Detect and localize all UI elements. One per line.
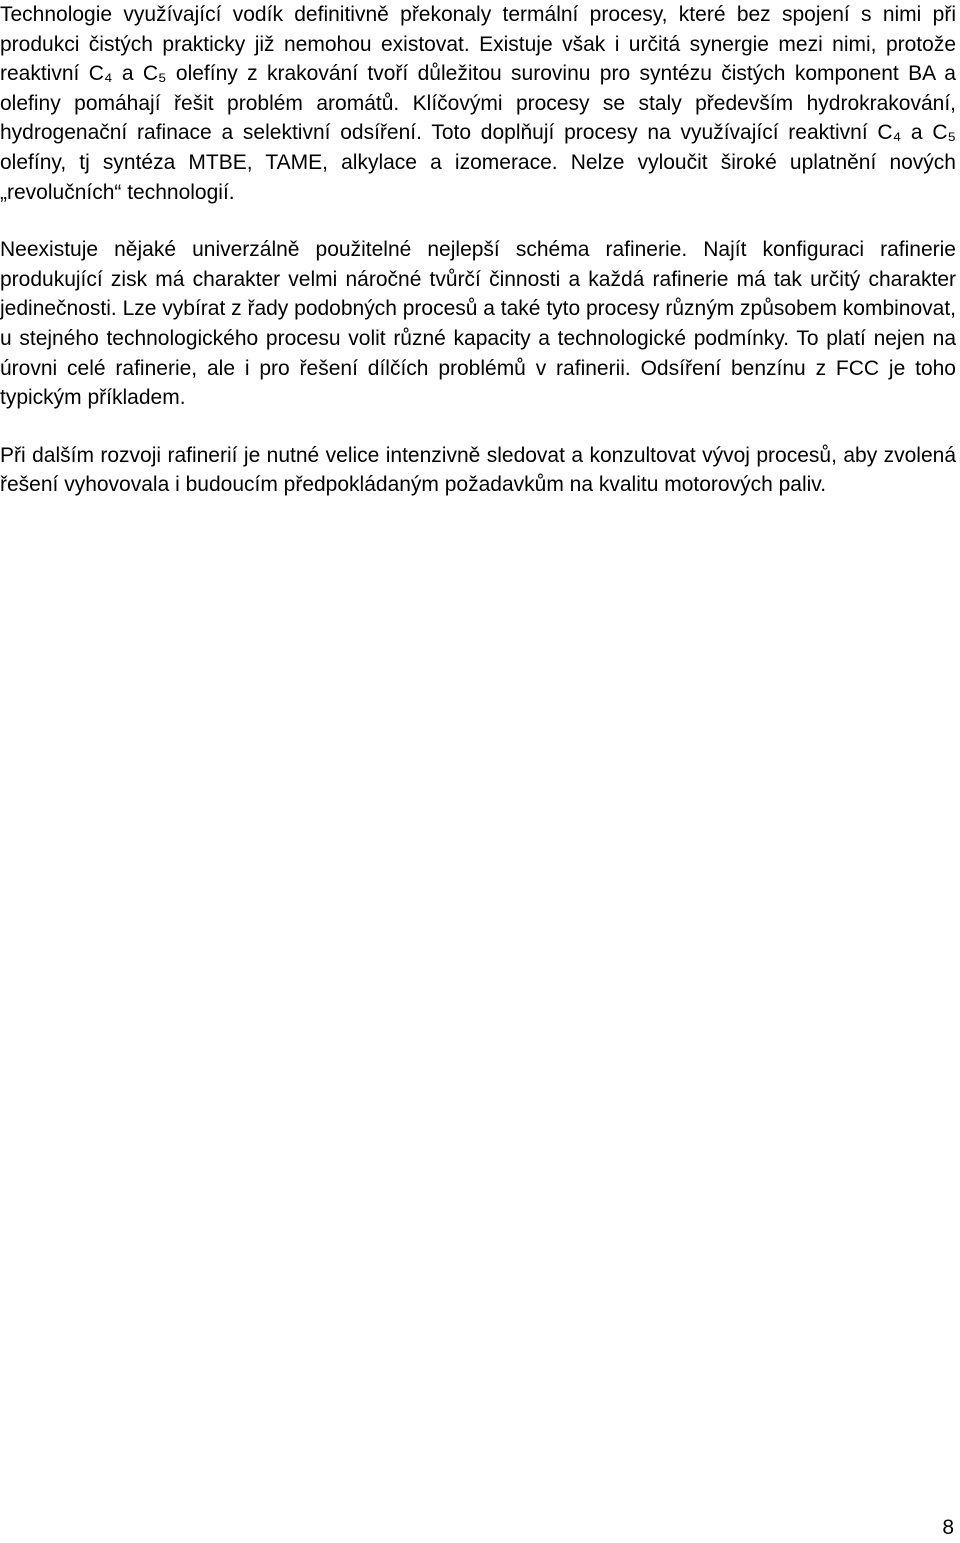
page-number: 8	[942, 1516, 954, 1539]
paragraph-2: Neexistuje nějaké univerzálně použitelné nejlepší schéma rafinerie. Najít konfiguraci rafinerie produkující zisk má charakter velmi náročné tvůrčí činnosti a každá rafinerie má tak určitý charakter jedinečnosti. Lze vybírat z řady podobných procesů a také tyto procesy různým způsobem kombinovat, u stejného technologického procesu volit různé kapacity a technologické podmínky. To platí nejen na úrovni celé rafinerie, ale i pro řešení dílčích problémů v rafinerii. Odsíření benzínu z FCC je toho typickým příkladem.	[0, 238, 956, 410]
body-text	[0, 0, 956, 500]
paragraph-3: Při dalším rozvoji rafinerií je nutné velice intenzivně sledovat a konzultovat vývoj procesů, aby zvolená řešení vyhovovala i budoucím předpokládaným požadavkům na kvalitu motorových paliv.	[0, 443, 956, 497]
paragraph-1: Technologie využívající vodík definitivně překonaly termální procesy, které bez spojení s nimi při produkci čistých prakticky již nemohou existovat. Existuje však i určitá synergie mezi nimi, protože reaktivní C₄ a C₅ olefíny z krakování tvoří důležitou surovinu pro syntézu čistých komponent BA a olefiny pomáhají řešit problém aromátů. Klíčovými procesy se staly především hydrokrakování, hydrogenační rafinace a selektivní odsíření. Toto doplňují procesy na využívající reaktivní C₄ a C₅ olefíny, tj syntéza MTBE, TAME, alkylace a izomerace. Nelze vyloučit široké uplatnění nových „revolučních“ technologií.	[0, 3, 956, 204]
